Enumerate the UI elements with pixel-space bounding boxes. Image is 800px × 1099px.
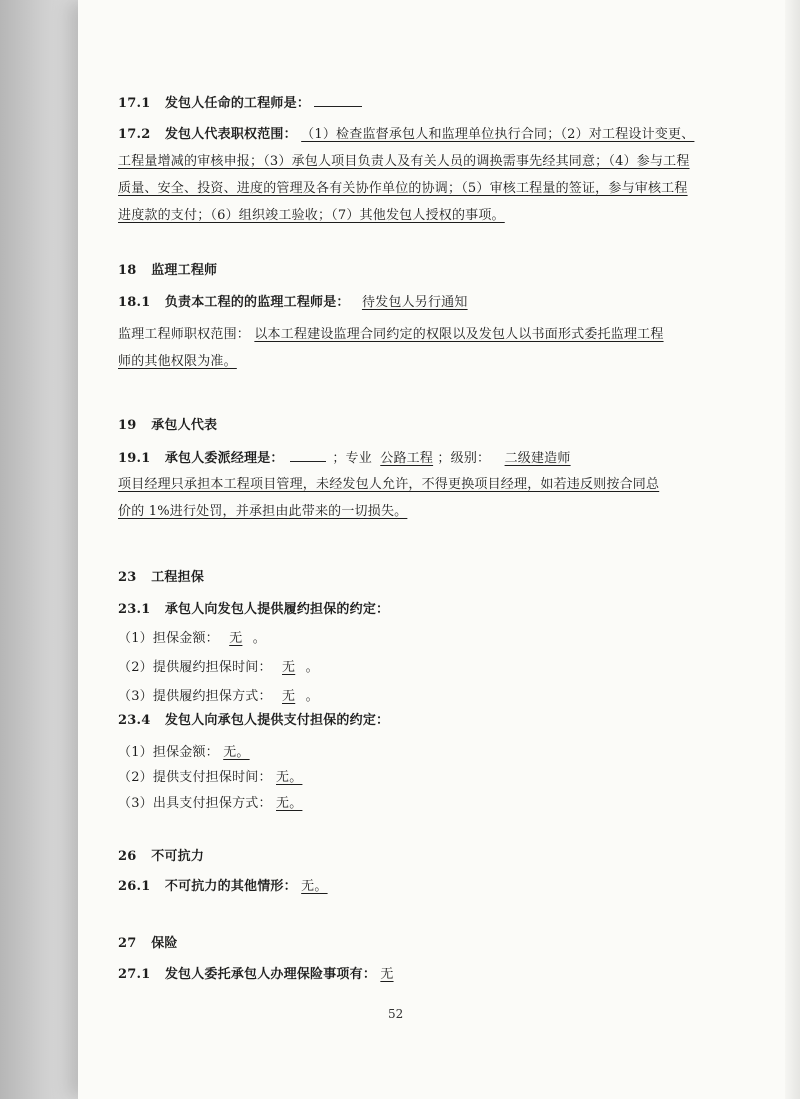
punctuation: 。 bbox=[252, 631, 266, 646]
clause-number: 18.1 bbox=[118, 295, 151, 310]
section-label: 工程担保 bbox=[151, 570, 205, 585]
section-number: 27 bbox=[118, 936, 137, 951]
line-17-2 bbox=[118, 124, 694, 146]
punctuation: 。 bbox=[305, 689, 319, 704]
section-number: 18 bbox=[118, 263, 137, 278]
label-text: （2）提供支付担保时间： bbox=[118, 770, 272, 785]
line-23-1-3 bbox=[118, 686, 319, 708]
blank-field bbox=[290, 447, 326, 462]
label-text: （3）出具支付担保方式： bbox=[118, 796, 272, 811]
line-17-2-continued-1: 工程量增减的审核申报；（3）承包人项目负责人及有关人员的调换需事先经其同意；（4）参与工程 bbox=[118, 154, 690, 169]
underlined-text: 以本工程建设监理合同约定的权限以及发包人以书面形式委托监理工程 bbox=[254, 327, 664, 342]
clause-text: 发包人代表职权范围： bbox=[164, 127, 297, 142]
underlined-text: 二级建造师 bbox=[504, 451, 571, 466]
line-23-1-1 bbox=[118, 628, 266, 650]
clause-text: 承包人委派经理是： bbox=[164, 451, 284, 466]
line-23-1 bbox=[118, 599, 389, 621]
section-label: 承包人代表 bbox=[151, 418, 218, 433]
section-number: 23 bbox=[118, 570, 137, 585]
clause-text: 发包人委托承包人办理保险事项有： bbox=[164, 967, 377, 982]
line-17-2-continued-3: 进度款的支付；（6）组织竣工验收；（7）其他发包人授权的事项。 bbox=[118, 208, 505, 223]
clause-text: 不可抗力的其他情形： bbox=[164, 879, 297, 894]
line-23-4 bbox=[118, 710, 389, 732]
line-18-1 bbox=[118, 292, 480, 314]
line-27-1 bbox=[118, 964, 398, 986]
document-content bbox=[118, 0, 695, 1099]
label-text: （3）提供履约担保方式： bbox=[118, 689, 272, 704]
clause-text: 发包人向承包人提供支付担保的约定： bbox=[164, 713, 390, 728]
clause-number: 23.4 bbox=[118, 713, 151, 728]
clause-number: 17.1 bbox=[118, 96, 151, 111]
underlined-text: 公路工程 bbox=[380, 451, 434, 466]
label-text: （1）担保金额： bbox=[118, 631, 219, 646]
line-18-2 bbox=[118, 324, 664, 346]
punctuation: 。 bbox=[305, 660, 319, 675]
underlined-text: 无 bbox=[282, 660, 296, 675]
line-19-1-continued-2: 价的 1%进行处罚，并承担由此带来的一切损失。 bbox=[118, 504, 408, 519]
line-17-1 bbox=[118, 92, 362, 115]
underlined-text: 无 bbox=[229, 631, 243, 646]
scan-right-edge bbox=[785, 0, 800, 1099]
section-label: 监理工程师 bbox=[151, 263, 218, 278]
line-26-1 bbox=[118, 876, 334, 898]
blank-field bbox=[314, 92, 362, 107]
line-23-4-3 bbox=[118, 793, 308, 815]
underlined-text: 无。 bbox=[276, 770, 303, 785]
clause-text: 发包人任命的工程师是： bbox=[164, 96, 311, 111]
underlined-text: 无 bbox=[380, 967, 394, 982]
section-18-title bbox=[118, 260, 217, 282]
clause-text: 负责本工程的的监理工程师是： bbox=[164, 295, 350, 310]
line-19-1 bbox=[118, 447, 571, 470]
page-number: 52 bbox=[388, 1007, 404, 1021]
label-text: ；级别： bbox=[437, 451, 491, 466]
label-text: ；专业 bbox=[332, 451, 372, 466]
clause-number: 26.1 bbox=[118, 879, 151, 894]
underlined-text: 无。 bbox=[223, 745, 250, 760]
line-17-2-continued-2: 质量、安全、投资、进度的管理及各有关协作单位的协调；（5）审核工程量的签证，参与审核工程 bbox=[118, 181, 688, 196]
scan-left-shadow bbox=[0, 0, 78, 1099]
underlined-text: 待发包人另行通知 bbox=[361, 295, 468, 310]
section-label: 不可抗力 bbox=[151, 849, 205, 864]
clause-text: 监理工程师职权范围： bbox=[118, 327, 251, 342]
section-26-title bbox=[118, 846, 204, 868]
underlined-text: 无 bbox=[282, 689, 296, 704]
clause-number: 19.1 bbox=[118, 451, 151, 466]
line-18-2-continued: 师的其他权限为准。 bbox=[118, 354, 237, 369]
underlined-text: 无。 bbox=[301, 879, 328, 894]
underlined-text: 无。 bbox=[276, 796, 303, 811]
section-number: 26 bbox=[118, 849, 137, 864]
label-text: （2）提供履约担保时间： bbox=[118, 660, 272, 675]
clause-number: 23.1 bbox=[118, 602, 151, 617]
clause-text: 承包人向发包人提供履约担保的约定： bbox=[164, 602, 390, 617]
label-text: （1）担保金额： bbox=[118, 745, 219, 760]
underlined-text: （1）检查监督承包人和监理单位执行合同；（2）对工程设计变更、 bbox=[301, 127, 695, 142]
line-23-4-2 bbox=[118, 767, 308, 789]
clause-number: 17.2 bbox=[118, 127, 151, 142]
section-number: 19 bbox=[118, 418, 137, 433]
line-23-4-1 bbox=[118, 742, 256, 764]
line-23-1-2 bbox=[118, 657, 319, 679]
section-19-title bbox=[118, 415, 217, 437]
line-19-1-continued-1: 项目经理只承担本工程项目管理，未经发包人允许，不得更换项目经理，如若违反则按合同总 bbox=[118, 477, 660, 492]
section-label: 保险 bbox=[151, 936, 178, 951]
section-27-title bbox=[118, 933, 178, 955]
clause-number: 27.1 bbox=[118, 967, 151, 982]
section-23-title bbox=[118, 567, 204, 589]
